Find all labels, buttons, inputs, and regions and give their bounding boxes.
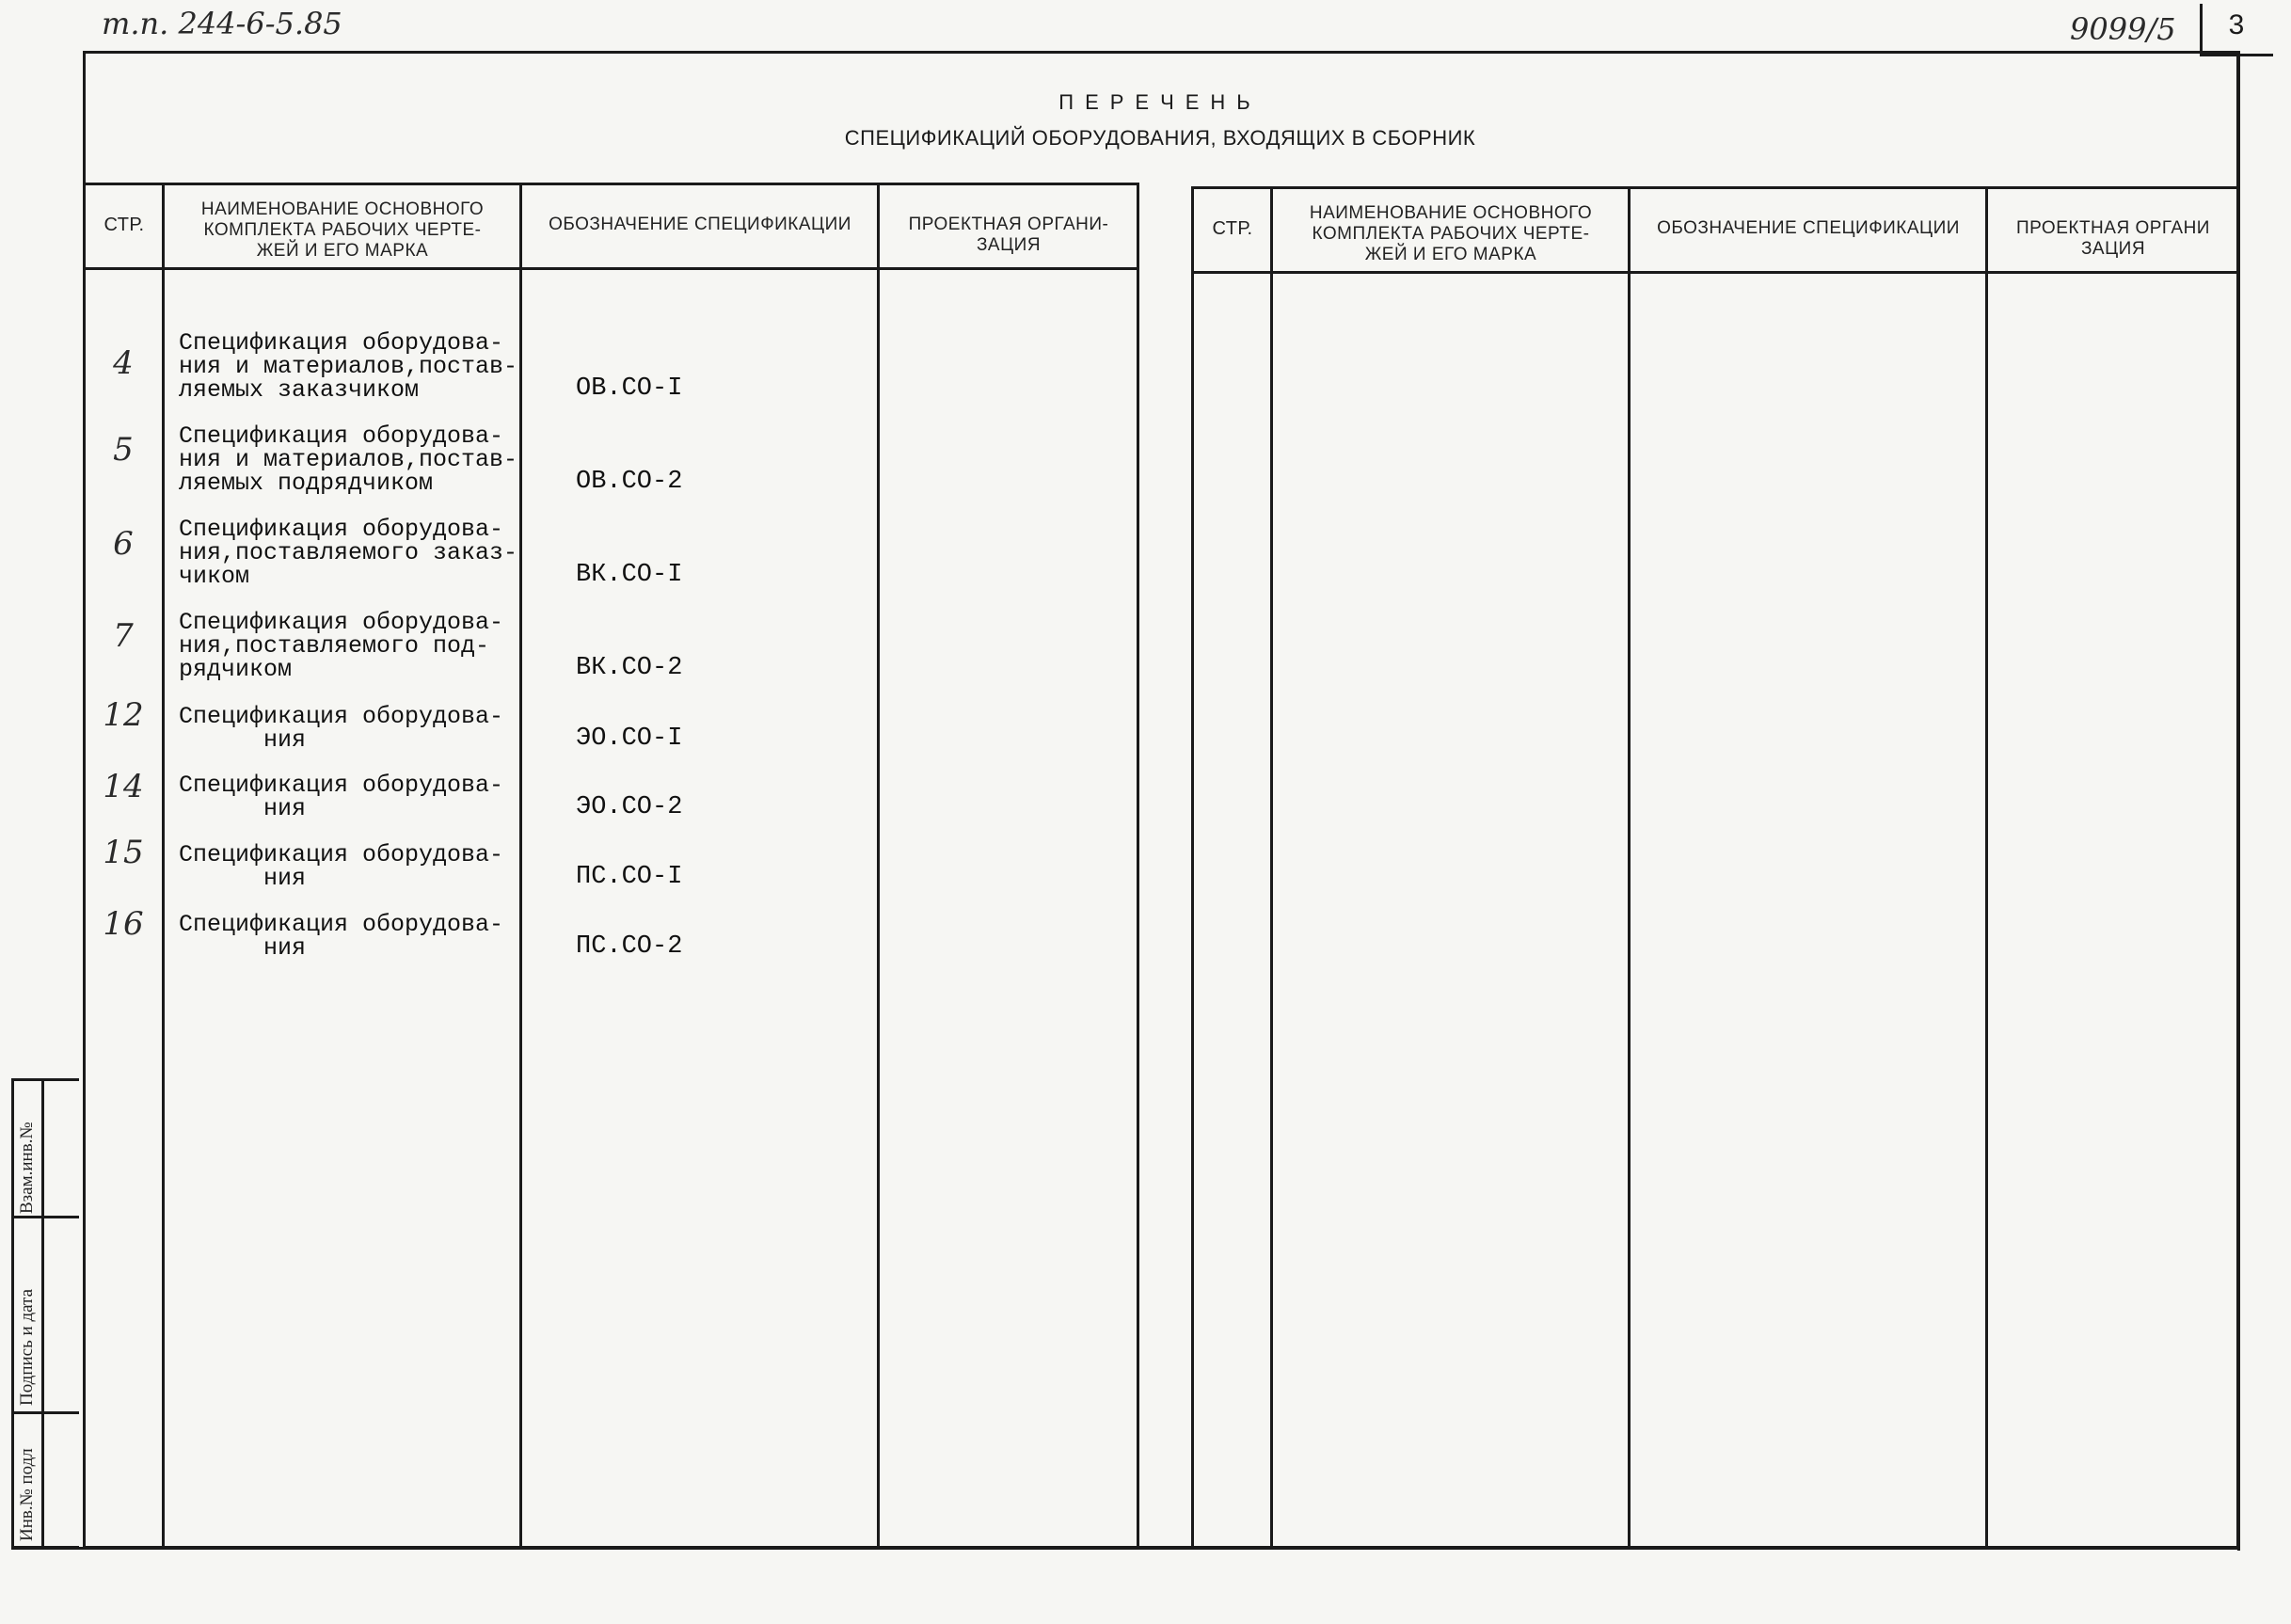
row-6-code: ЭО.СО-2 — [576, 793, 683, 821]
row-3-page: 6 — [113, 525, 134, 563]
row-1-name: Спецификация оборудова- ния и материалов,постав- ляемых заказчиком — [179, 329, 518, 404]
row-2-code: ОВ.СО-2 — [576, 468, 683, 496]
left-col-divider-3 — [877, 184, 880, 1549]
side-stamp-line-2 — [11, 1411, 79, 1414]
left-header-name: НАИМЕНОВАНИЕ ОСНОВНОГО КОМПЛЕКТА РАБОЧИХ ЧЕРТЕ- ЖЕЙ И ЕГО МАРКА — [200, 199, 485, 261]
row-6-page: 14 — [103, 768, 144, 805]
left-header-org: ПРОЕКТНАЯ ОРГАНИ- ЗАЦИЯ — [908, 215, 1109, 255]
right-col-divider-3 — [1985, 188, 1988, 1549]
page-number: 3 — [2228, 9, 2245, 40]
side-stamp-original-inv: Инв.№ подл — [17, 1448, 37, 1541]
side-stamp-line-1 — [11, 1216, 79, 1218]
side-stamp-divider — [41, 1078, 44, 1549]
left-header-page: СТР. — [103, 215, 145, 235]
row-6-name: Спецификация оборудова- ния — [179, 772, 504, 822]
row-3-name: Спецификация оборудова- ния,поставляемого заказ- чиком — [179, 516, 518, 590]
row-5-name: Спецификация оборудова- ния — [179, 703, 504, 754]
row-8-name: Спецификация оборудова- ния — [179, 911, 504, 962]
row-5-page: 12 — [103, 696, 144, 734]
row-3-code: ВК.СО-I — [576, 561, 683, 589]
bottom-border-line — [11, 1547, 2239, 1550]
side-stamp-replacement-inv: Взам.инв.№ — [17, 1122, 37, 1214]
document-code: т.п. 244-6-5.85 — [102, 6, 342, 41]
row-7-page: 15 — [103, 834, 144, 871]
row-5-code: ЭО.СО-I — [576, 724, 683, 753]
right-header-org: ПРОЕКТНАЯ ОРГАНИ ЗАЦИЯ — [2016, 218, 2210, 259]
row-7-name: Спецификация оборудова- ния — [179, 841, 504, 892]
right-header-name: НАИМЕНОВАНИЕ ОСНОВНОГО КОМПЛЕКТА РАБОЧИХ ЧЕРТЕ- ЖЕЙ И ЕГО МАРКА — [1309, 203, 1593, 264]
side-stamp-signature-date: Подпись и дата — [17, 1288, 37, 1406]
right-col-divider-2 — [1628, 188, 1631, 1549]
row-4-code: ВК.СО-2 — [576, 654, 683, 682]
right-table-left-edge — [1191, 186, 1194, 1549]
row-2-page: 5 — [113, 431, 134, 469]
right-header-page: СТР. — [1212, 218, 1253, 239]
right-table-top-line — [1191, 186, 2239, 189]
frame-right-edge — [2237, 51, 2240, 1551]
row-2-name: Спецификация оборудова- ния и материалов,постав- ляемых подрядчиком — [179, 422, 518, 497]
row-8-page: 16 — [103, 905, 144, 943]
row-1-page: 4 — [113, 344, 134, 382]
row-4-name: Спецификация оборудова- ния,поставляемого под- рядчиком — [179, 609, 504, 683]
row-1-code: ОВ.СО-I — [576, 374, 683, 403]
list-title: ПЕРЕЧЕНЬ — [1058, 90, 1262, 114]
left-header-code: ОБОЗНАЧЕНИЕ СПЕЦИФИКАЦИИ — [549, 215, 851, 234]
right-table-header-line — [1191, 271, 2239, 274]
left-col-divider-1 — [162, 184, 165, 1549]
right-header-code: ОБОЗНАЧЕНИЕ СПЕЦИФИКАЦИИ — [1657, 218, 1960, 238]
row-7-code: ПС.СО-I — [576, 863, 683, 891]
list-subtitle: СПЕЦИФИКАЦИЙ ОБОРУДОВАНИЯ, ВХОДЯЩИХ В СБОРНИК — [844, 126, 1476, 150]
left-table-top-line — [83, 183, 1138, 185]
left-table-header-line — [83, 267, 1138, 270]
row-8-code: ПС.СО-2 — [576, 932, 683, 961]
left-table-right-edge — [1137, 183, 1139, 1549]
row-4-page: 7 — [113, 617, 134, 655]
right-col-divider-1 — [1270, 188, 1273, 1549]
sheet-code: 9099/5 — [2070, 11, 2176, 47]
